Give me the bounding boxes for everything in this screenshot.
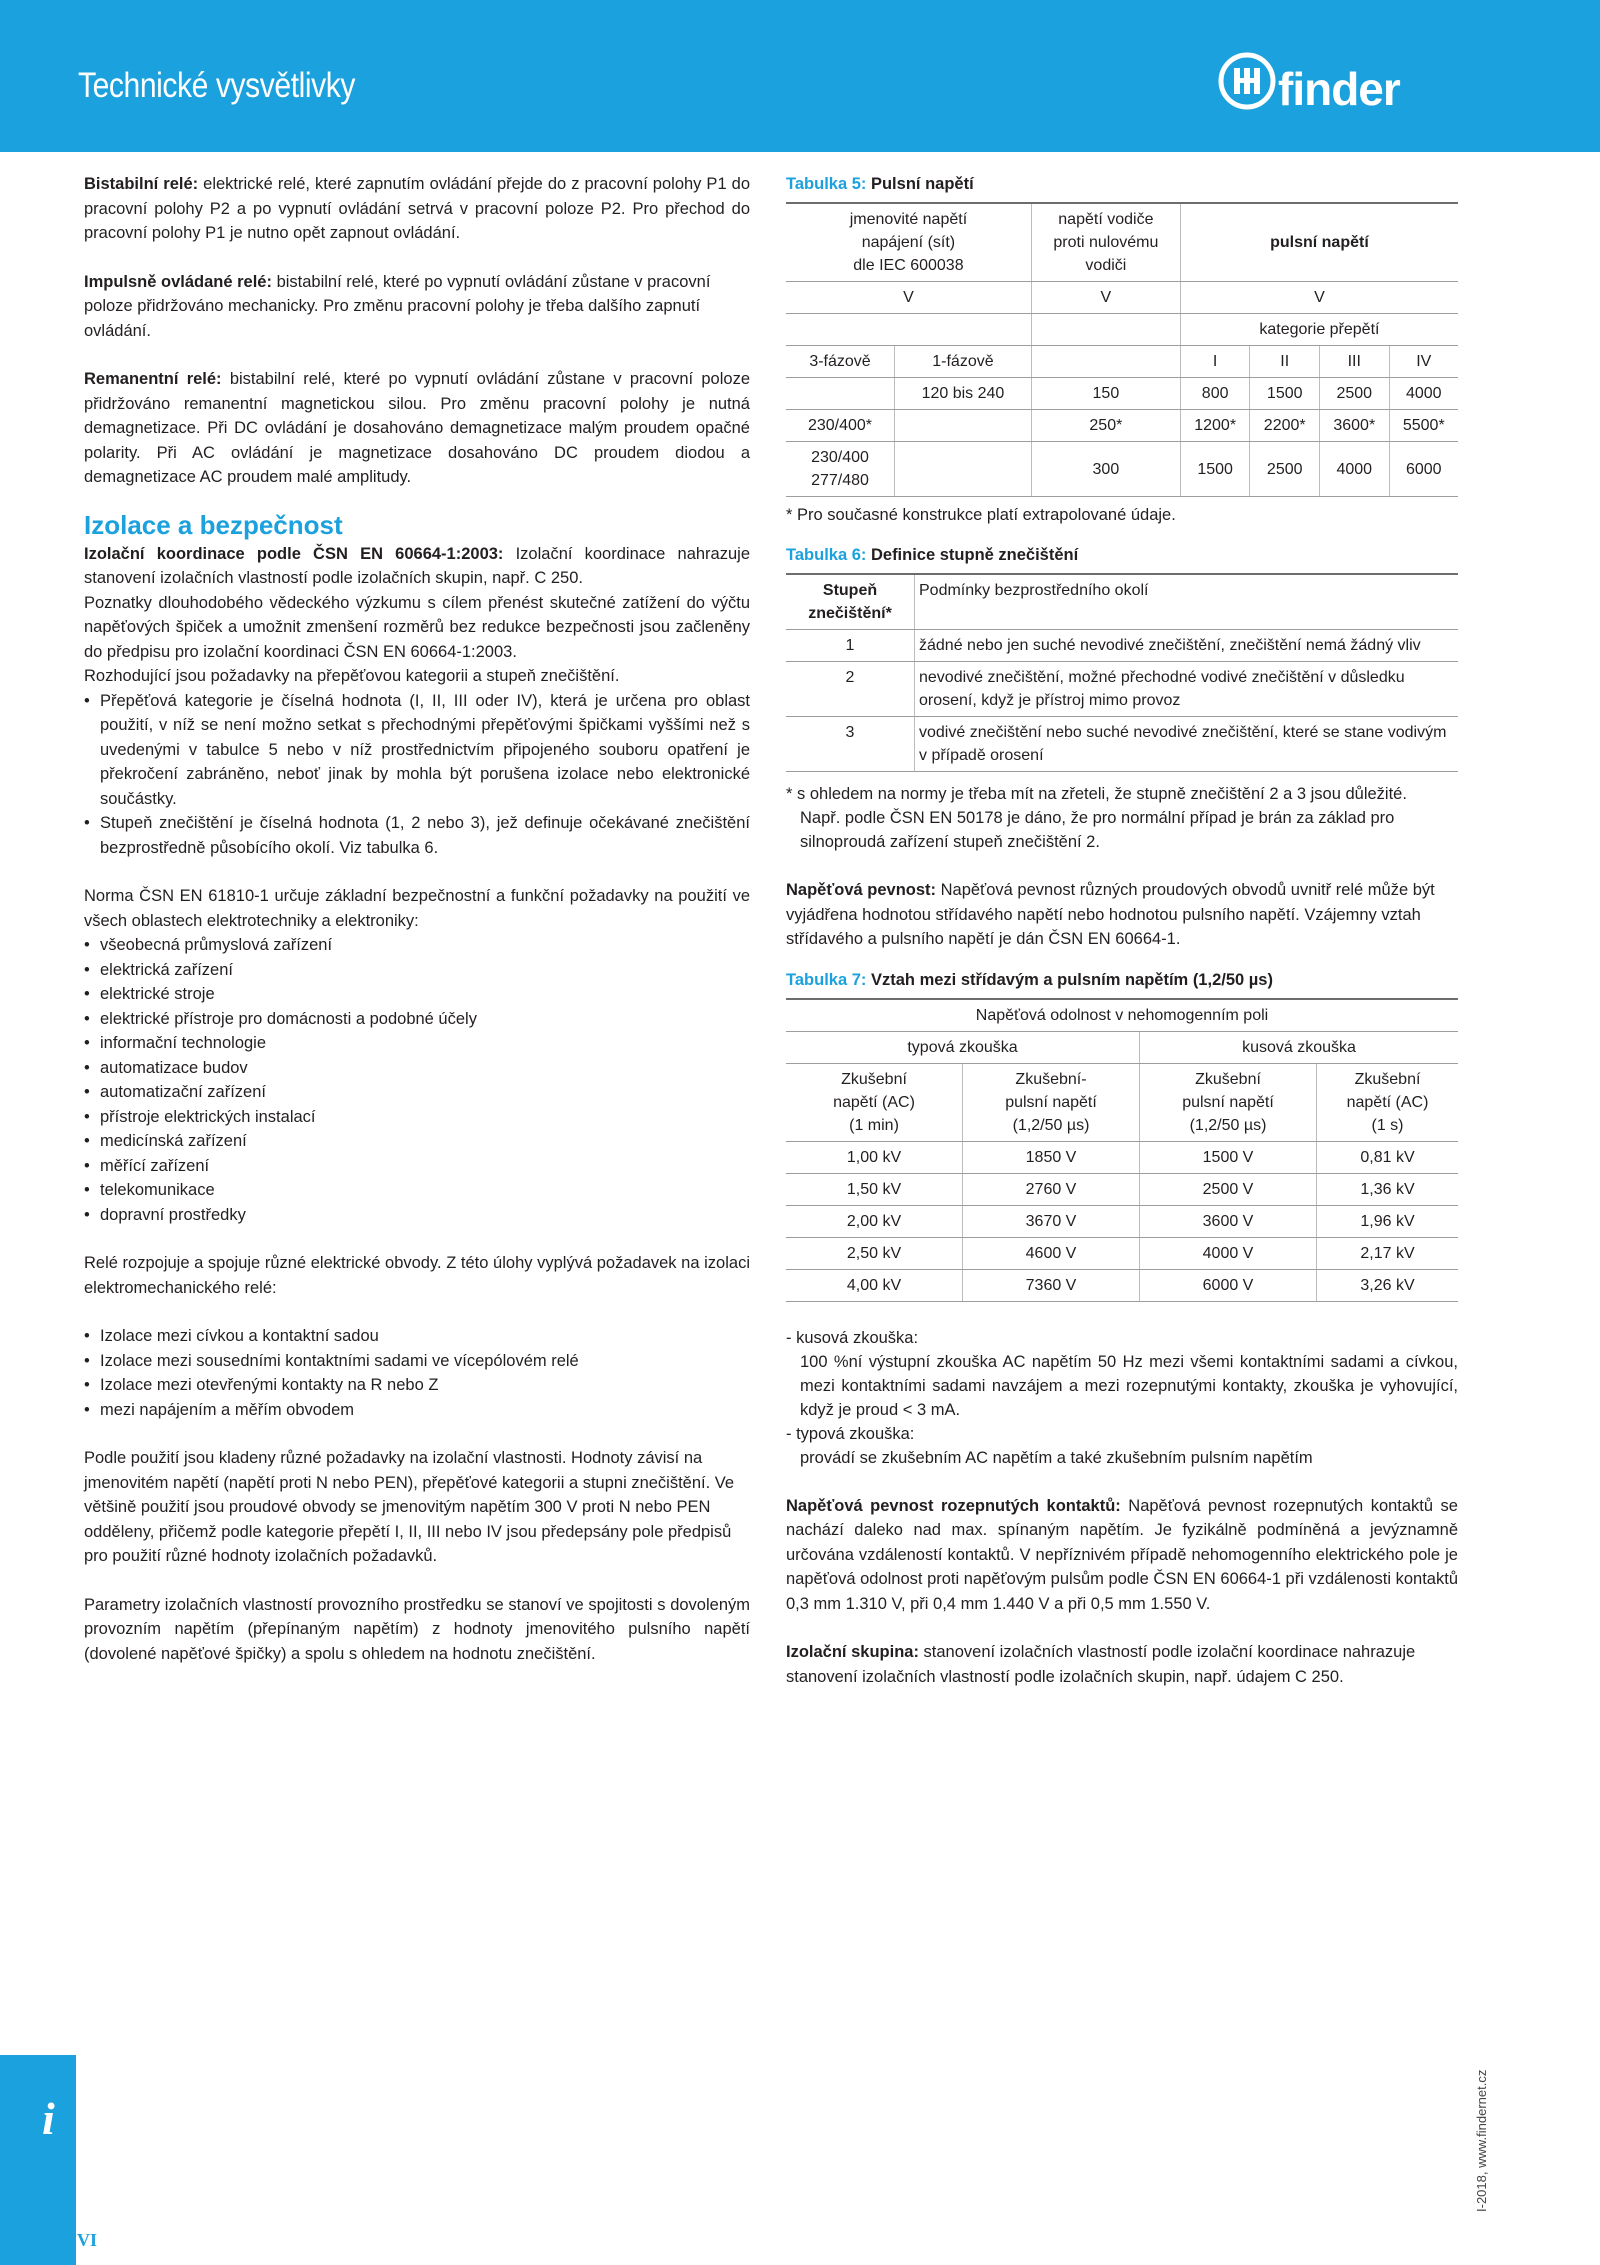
table-cell: 4,00 kV (786, 1269, 963, 1301)
head-line: vodiči (1085, 257, 1127, 274)
table-cell: IV (1389, 346, 1458, 378)
table5-head-2 (1031, 203, 1180, 282)
table-cell (786, 378, 895, 410)
head-line: napájení (sít) (861, 234, 956, 251)
table-row (786, 1237, 1458, 1269)
rozepnute-label: Napěťová pevnost rozepnutých kontaktů: (786, 1496, 1121, 1515)
table-cell: 2500 (1250, 442, 1320, 497)
list-item: • automatizační zařízení (84, 1080, 750, 1105)
kusova-label: - kusová zkouška: (786, 1328, 919, 1347)
table-cell: Zkušební napětí (AC) (1 s) (1317, 1063, 1459, 1141)
table-row (786, 282, 1458, 314)
table-row (786, 378, 1458, 410)
bistabilni-paragraph (84, 172, 750, 246)
table6-footnote-1: * s ohledem na normy je třeba mít na zřeteli, že stupně znečištění 2 a 3 jsou důležité. (786, 785, 1407, 803)
table7-number: Tabulka 7: (786, 970, 867, 989)
head-line: proti nulovému (1053, 234, 1159, 251)
table-cell: Zkušební napětí (AC) (1 min) (786, 1063, 963, 1141)
remanentni-label: Remanentní relé: (84, 370, 222, 388)
table-cell: III (1320, 346, 1390, 378)
table-cell: 4600 V (963, 1237, 1140, 1269)
table-cell: 250* (1031, 410, 1180, 442)
table-row (786, 314, 1458, 346)
table7-group-1: typová zkouška (786, 1031, 1140, 1063)
cell-line: 277/480 (811, 472, 869, 489)
table-cell: 7360 V (963, 1269, 1140, 1301)
section-title-izolace: Izolace a bezpečnost (84, 509, 343, 540)
table5-number: Tabulka 5: (786, 175, 867, 193)
table-cell: 3600* (1320, 410, 1390, 442)
page-title: Technické vysvětlivky (78, 66, 356, 105)
poznatky-paragraph: Poznatky dlouhodobého vědeckého výzkumu s cílem přenést skutečné zatížení do výčtu napěťových špiček a umožnit zmenšení rozměrů bez redukce bezpečnosti jsou začleněny do předpisu pro izolační koordinaci ČSN EN 60664-1:2003. (84, 593, 750, 661)
head-line: jmenovité napětí (849, 211, 968, 228)
remanentni-text: bistabilní relé, které po vypnutí ovládání zůstane v pracovní poloze přidržováno remanentní magnetickou silou. Pro změnu pracovní polohy je nutná demagnetizace. Při DC ovládání je dosahováno demagnetizace malým proudem opačné polarity. Při AC ovládání je magnetizace dosahováno DC proudem diodou a demagnetizace AC proudem malé amplitudy. (84, 370, 751, 486)
list-item: • měřící zařízení (84, 1154, 750, 1179)
table-cell: 1,36 kV (1317, 1173, 1459, 1205)
table6-head-left: Stupeň znečištění* (786, 574, 915, 630)
podle-paragraph: Podle použití jsou kladeny různé požadavky na izolační vlastnosti. Hodnoty závisí na jmenovitém napětí (napětí proti N nebo PEN), přepěťové kategorii a stupni znečištění. Ve většině použití jsou proudové obvody se jmenovitým napětím 300 V proti N nebo PEN odděleny, přičemž podle kategorie přepětí I, II, III nebo IV jsou předepsány pole předpisů pro použití různé hodnoty izolačních požadavků. (84, 1449, 735, 1565)
skupina-label: Izolační skupina: (786, 1643, 919, 1661)
cell-line: 230/400 (811, 449, 869, 466)
table-cell (895, 442, 1032, 497)
skupina-paragraph (786, 1640, 1458, 1689)
table-cell: 3600 V (1140, 1205, 1317, 1237)
parametry-paragraph: Parametry izolačních vlastností provozního prostředku se stanoví ve spojitosti s dovoleným provozním napětím (přepínaným napětím) z hodnoty jmenovitého pulsního napětí (dovolené napěťové špičky) a spolu s ohledem na hodnotu znečištění. (84, 1595, 750, 1663)
list-item: • medicínská zařízení (84, 1129, 750, 1154)
table-row (786, 203, 1458, 282)
table-cell: 3,26 kV (1317, 1269, 1459, 1301)
table-row (786, 346, 1458, 378)
table-row (786, 1031, 1458, 1063)
table-cell: 3 (786, 717, 915, 772)
head-line: dle IEC 600038 (853, 257, 964, 274)
table-cell: 2200* (1250, 410, 1320, 442)
table-row (786, 717, 1458, 772)
table-cell (895, 410, 1032, 442)
table-cell: 2 (786, 662, 915, 717)
bullets-oblasti (84, 933, 750, 1227)
table-cell (786, 314, 1031, 346)
koordinace-paragraph (84, 542, 750, 591)
impulsne-label: Impulsně ovládané relé: (84, 272, 272, 291)
table-cell: 0,81 kV (1317, 1141, 1459, 1173)
table-cell: 300 (1031, 442, 1180, 497)
bistabilni-label: Bistabilní relé: (84, 175, 199, 193)
table7-caption (786, 968, 1458, 992)
table-row (786, 574, 1458, 630)
table-cell: II (1250, 346, 1320, 378)
table-cell: 4000 (1320, 442, 1390, 497)
table-row (786, 1141, 1458, 1173)
table-cell: 230/400* (786, 410, 895, 442)
table6-title: Definice stupně znečištění (866, 546, 1079, 564)
table-cell: 1500 V (1140, 1141, 1317, 1173)
table-cell: 2,17 kV (1317, 1237, 1459, 1269)
table7-group-2: kusová zkouška (1140, 1031, 1459, 1063)
head-line: napětí vodiče (1058, 211, 1154, 228)
rele-paragraph: Relé rozpojuje a spojuje různé elektrické obvody. Z této úlohy vyplývá požadavek na izolaci elektromechanického relé: (84, 1254, 750, 1297)
list-item: • Izolace mezi cívkou a kontaktní sadou (84, 1324, 750, 1349)
info-letter: i (42, 2093, 55, 2144)
table-cell: 3670 V (963, 1205, 1140, 1237)
table-cell: 120 bis 240 (895, 378, 1032, 410)
table-cell: 1-fázově (895, 346, 1032, 378)
table5-head-1 (786, 203, 1031, 282)
left-column (84, 172, 750, 1666)
impulsne-text: bistabilní relé, které po vypnutí ovládání zůstane v pracovní poloze přidržováno mechanicky. Pro změnu pracovní polohy je třeba dalšího zapnutí ovládání. (84, 272, 711, 340)
table-cell: 150 (1031, 378, 1180, 410)
table-cell: 3-fázově (786, 346, 895, 378)
list-item: • elektrické přístroje pro domácnosti a podobné účely (84, 1007, 750, 1032)
rozepnute-paragraph (786, 1494, 1458, 1617)
table-cell: kategorie přepětí (1180, 314, 1458, 346)
list-item: • telekomunikace (84, 1178, 750, 1203)
table-cell: 1,00 kV (786, 1141, 963, 1173)
table-row (786, 999, 1458, 1032)
logo-text: finder (1278, 63, 1400, 115)
norma-paragraph: Norma ČSN EN 61810-1 určuje základní bezpečnostní a funkční požadavky na použití ve všech oblastech elektrotechniky a elektroniky: (84, 887, 750, 930)
table-cell: Zkušební pulsní napětí (1,2/50 µs) (1140, 1063, 1317, 1141)
finder-logo-icon (1218, 52, 1276, 110)
table-cell: 1 (786, 630, 915, 662)
list-item: • Izolace mezi sousedními kontaktními sadami ve vícepólovém relé (84, 1349, 750, 1374)
table-cell: 1,50 kV (786, 1173, 963, 1205)
table-cell: 2500 V (1140, 1173, 1317, 1205)
table7-title: Vztah mezi střídavým a pulsním napětím (1,2/50 µs) (866, 970, 1273, 989)
table-row (786, 1063, 1458, 1141)
list-item: • Stupeň znečištění je číselná hodnota (1, 2 nebo 3), jež definuje očekávané znečištění bezprostředně působícího okolí. Viz tabulka 6. (84, 811, 750, 860)
table-cell: žádné nebo jen suché nevodivé znečištění, znečištění nemá žádný vliv (915, 630, 1459, 662)
rozhodujici-paragraph: Rozhodující jsou požadavky na přepěťovou kategorii a stupeň znečištění. (84, 667, 620, 685)
list-item: • Izolace mezi otevřenými kontakty na R nebo Z (84, 1373, 750, 1398)
list-item: • elektrická zařízení (84, 958, 750, 983)
table5-footnote: * Pro současné konstrukce platí extrapolované údaje. (786, 506, 1176, 524)
table-cell: 1500 (1250, 378, 1320, 410)
table-row (786, 442, 1458, 497)
typova-label: - typová zkouška: (786, 1424, 915, 1443)
table-cell: 2,50 kV (786, 1237, 963, 1269)
typova-text: provádí se zkušebním AC napětím a také zkušebním pulsním napětím (800, 1448, 1313, 1467)
table-cell: Zkušební- pulsní napětí (1,2/50 µs) (963, 1063, 1140, 1141)
table6-number: Tabulka 6: (786, 546, 867, 564)
kusova-text: 100 %ní výstupní zkouška AC napětím 50 Hz mezi všemi kontaktními sadami a cívkou, mezi kontaktními sadami navzájem a mezi rozepnutými kontakty, zkouška je vyhovující, když je proud < 3 mA. (800, 1352, 1458, 1419)
table-row (786, 1205, 1458, 1237)
table-cell (1031, 346, 1180, 378)
list-item: • informační technologie (84, 1031, 750, 1056)
table-cell: V (1031, 282, 1180, 314)
list-item: • automatizace budov (84, 1056, 750, 1081)
list-item: • mezi napájením a měřím obvodem (84, 1398, 750, 1423)
table-cell: 4000 V (1140, 1237, 1317, 1269)
info-side-tab (0, 2055, 76, 2265)
table7 (786, 998, 1458, 1302)
table-cell: nevodivé znečištění, možné přechodné vodivé znečištění v důsledku orosení, když je přístroj mimo provoz (915, 662, 1459, 717)
table-cell: vodivé znečištění nebo suché nevodivé znečištění, které se stane vodivým v případě orosení (915, 717, 1459, 772)
table-cell: 2500 (1320, 378, 1390, 410)
table-cell (786, 442, 895, 497)
table-cell: 800 (1180, 378, 1250, 410)
remanentni-paragraph (84, 367, 750, 490)
table-cell: 2760 V (963, 1173, 1140, 1205)
table-cell: 4000 (1389, 378, 1458, 410)
napetova-label: Napěťová pevnost: (786, 881, 937, 899)
table-cell: 5500* (1389, 410, 1458, 442)
table-row (786, 630, 1458, 662)
edition-note: I-2018, www.findernet.cz (1474, 2069, 1489, 2212)
impulsne-paragraph (84, 270, 750, 344)
table5-head-3: pulsní napětí (1180, 203, 1458, 282)
table6-caption (786, 543, 1458, 567)
napetova-paragraph (786, 878, 1458, 952)
list-item: • elektrické stroje (84, 982, 750, 1007)
list-item: • přístroje elektrických instalací (84, 1105, 750, 1130)
table6 (786, 573, 1458, 772)
table-row (786, 662, 1458, 717)
table5 (786, 202, 1458, 497)
skupina-text: stanovení izolačních vlastností podle izolační koordinace nahrazuje stanovení izolačních vlastností podle izolačních skupin, např. údajem C 250. (786, 1643, 1416, 1686)
finder-logo[interactable] (1218, 52, 1458, 124)
napetova-text: Napěťová pevnost různých proudových obvodů uvnitř relé může být vyjádřena hodnotou střídavého napětí nebo hodnotou pulsního napětí. Vzájemny vztah střídavého a pulsního napětí je dán ČSN EN 60664-1. (786, 881, 1435, 948)
table-cell: I (1180, 346, 1250, 378)
right-column (786, 172, 1458, 1689)
list-item: • všeobecná průmyslová zařízení (84, 933, 750, 958)
bistabilni-text: elektrické relé, které zapnutím ovládání přejde do z pracovní polohy P1 do pracovní polohy P2 a po vypnutí ovládání setrvá v pracovní poloze P2. Pro přechod do pracovní polohy P1 je nutno opět zapnout ovládání. (84, 175, 750, 242)
table-cell (1031, 314, 1180, 346)
table6-head-right: Podmínky bezprostředního okolí (915, 574, 1459, 630)
list-item: • dopravní prostředky (84, 1203, 750, 1228)
page-number: VI (77, 2230, 98, 2250)
table5-caption (786, 172, 1458, 196)
table-row (786, 1269, 1458, 1301)
table5-title: Pulsní napětí (866, 175, 974, 193)
table6-footnote-2: Např. podle ČSN EN 50178 je dáno, že pro normální případ je brán za základ pro silnoproudá zařízení stupeň znečištění 2. (800, 809, 1395, 851)
table-cell: 1850 V (963, 1141, 1140, 1173)
koordinace-label: Izolační koordinace podle ČSN EN 60664-1:2003: (84, 544, 504, 563)
table7-top-head: Napěťová odolnost v nehomogenním poli (786, 999, 1458, 1032)
bullets-izolace (84, 1324, 750, 1422)
koordinace-text: Izolační koordinace nahrazuje stanovení izolačních vlastností podle izolačních skupin, např. C 250. (84, 544, 750, 587)
table-cell: V (786, 282, 1031, 314)
table-cell: 1500 (1180, 442, 1250, 497)
list-item: • Přepěťová kategorie je číselná hodnota (I, II, III oder IV), která je určena pro oblast použití, v níž se není možno setkat s přechodnými přepěťovými špičkami vyššími než s uvedenými v tabulce 5 nebo v níž prostřednictvím připojeného souboru opatření je překročení zabráněno, neboť jinak by mohla být porušena izolace nebo elektronické součástky. (84, 689, 750, 812)
rozepnute-text: Napěťová pevnost rozepnutých kontaktů se nachází daleko nad max. spínaným napětím. Je fyzikálně podmíněná a jevýznamně určována vzdáleností kontaktů. V nepříznivém případě nehomogenního elektrického pole je napěťová odolnost proti napěťovým pulsům podle ČSN EN 60664-1 při vzdálenosti kontaktů 0,3 mm 1.310 V, při 0,4 mm 1.440 V a při 0,5 mm 1.550 V. (786, 1496, 1458, 1613)
table-cell: 6000 (1389, 442, 1458, 497)
table-cell: 6000 V (1140, 1269, 1317, 1301)
bullets-kategorie (84, 689, 750, 861)
table-cell: V (1180, 282, 1458, 314)
table-row (786, 1173, 1458, 1205)
table-cell: 1200* (1180, 410, 1250, 442)
table-row (786, 410, 1458, 442)
table-cell: 2,00 kV (786, 1205, 963, 1237)
table-cell: 1,96 kV (1317, 1205, 1459, 1237)
